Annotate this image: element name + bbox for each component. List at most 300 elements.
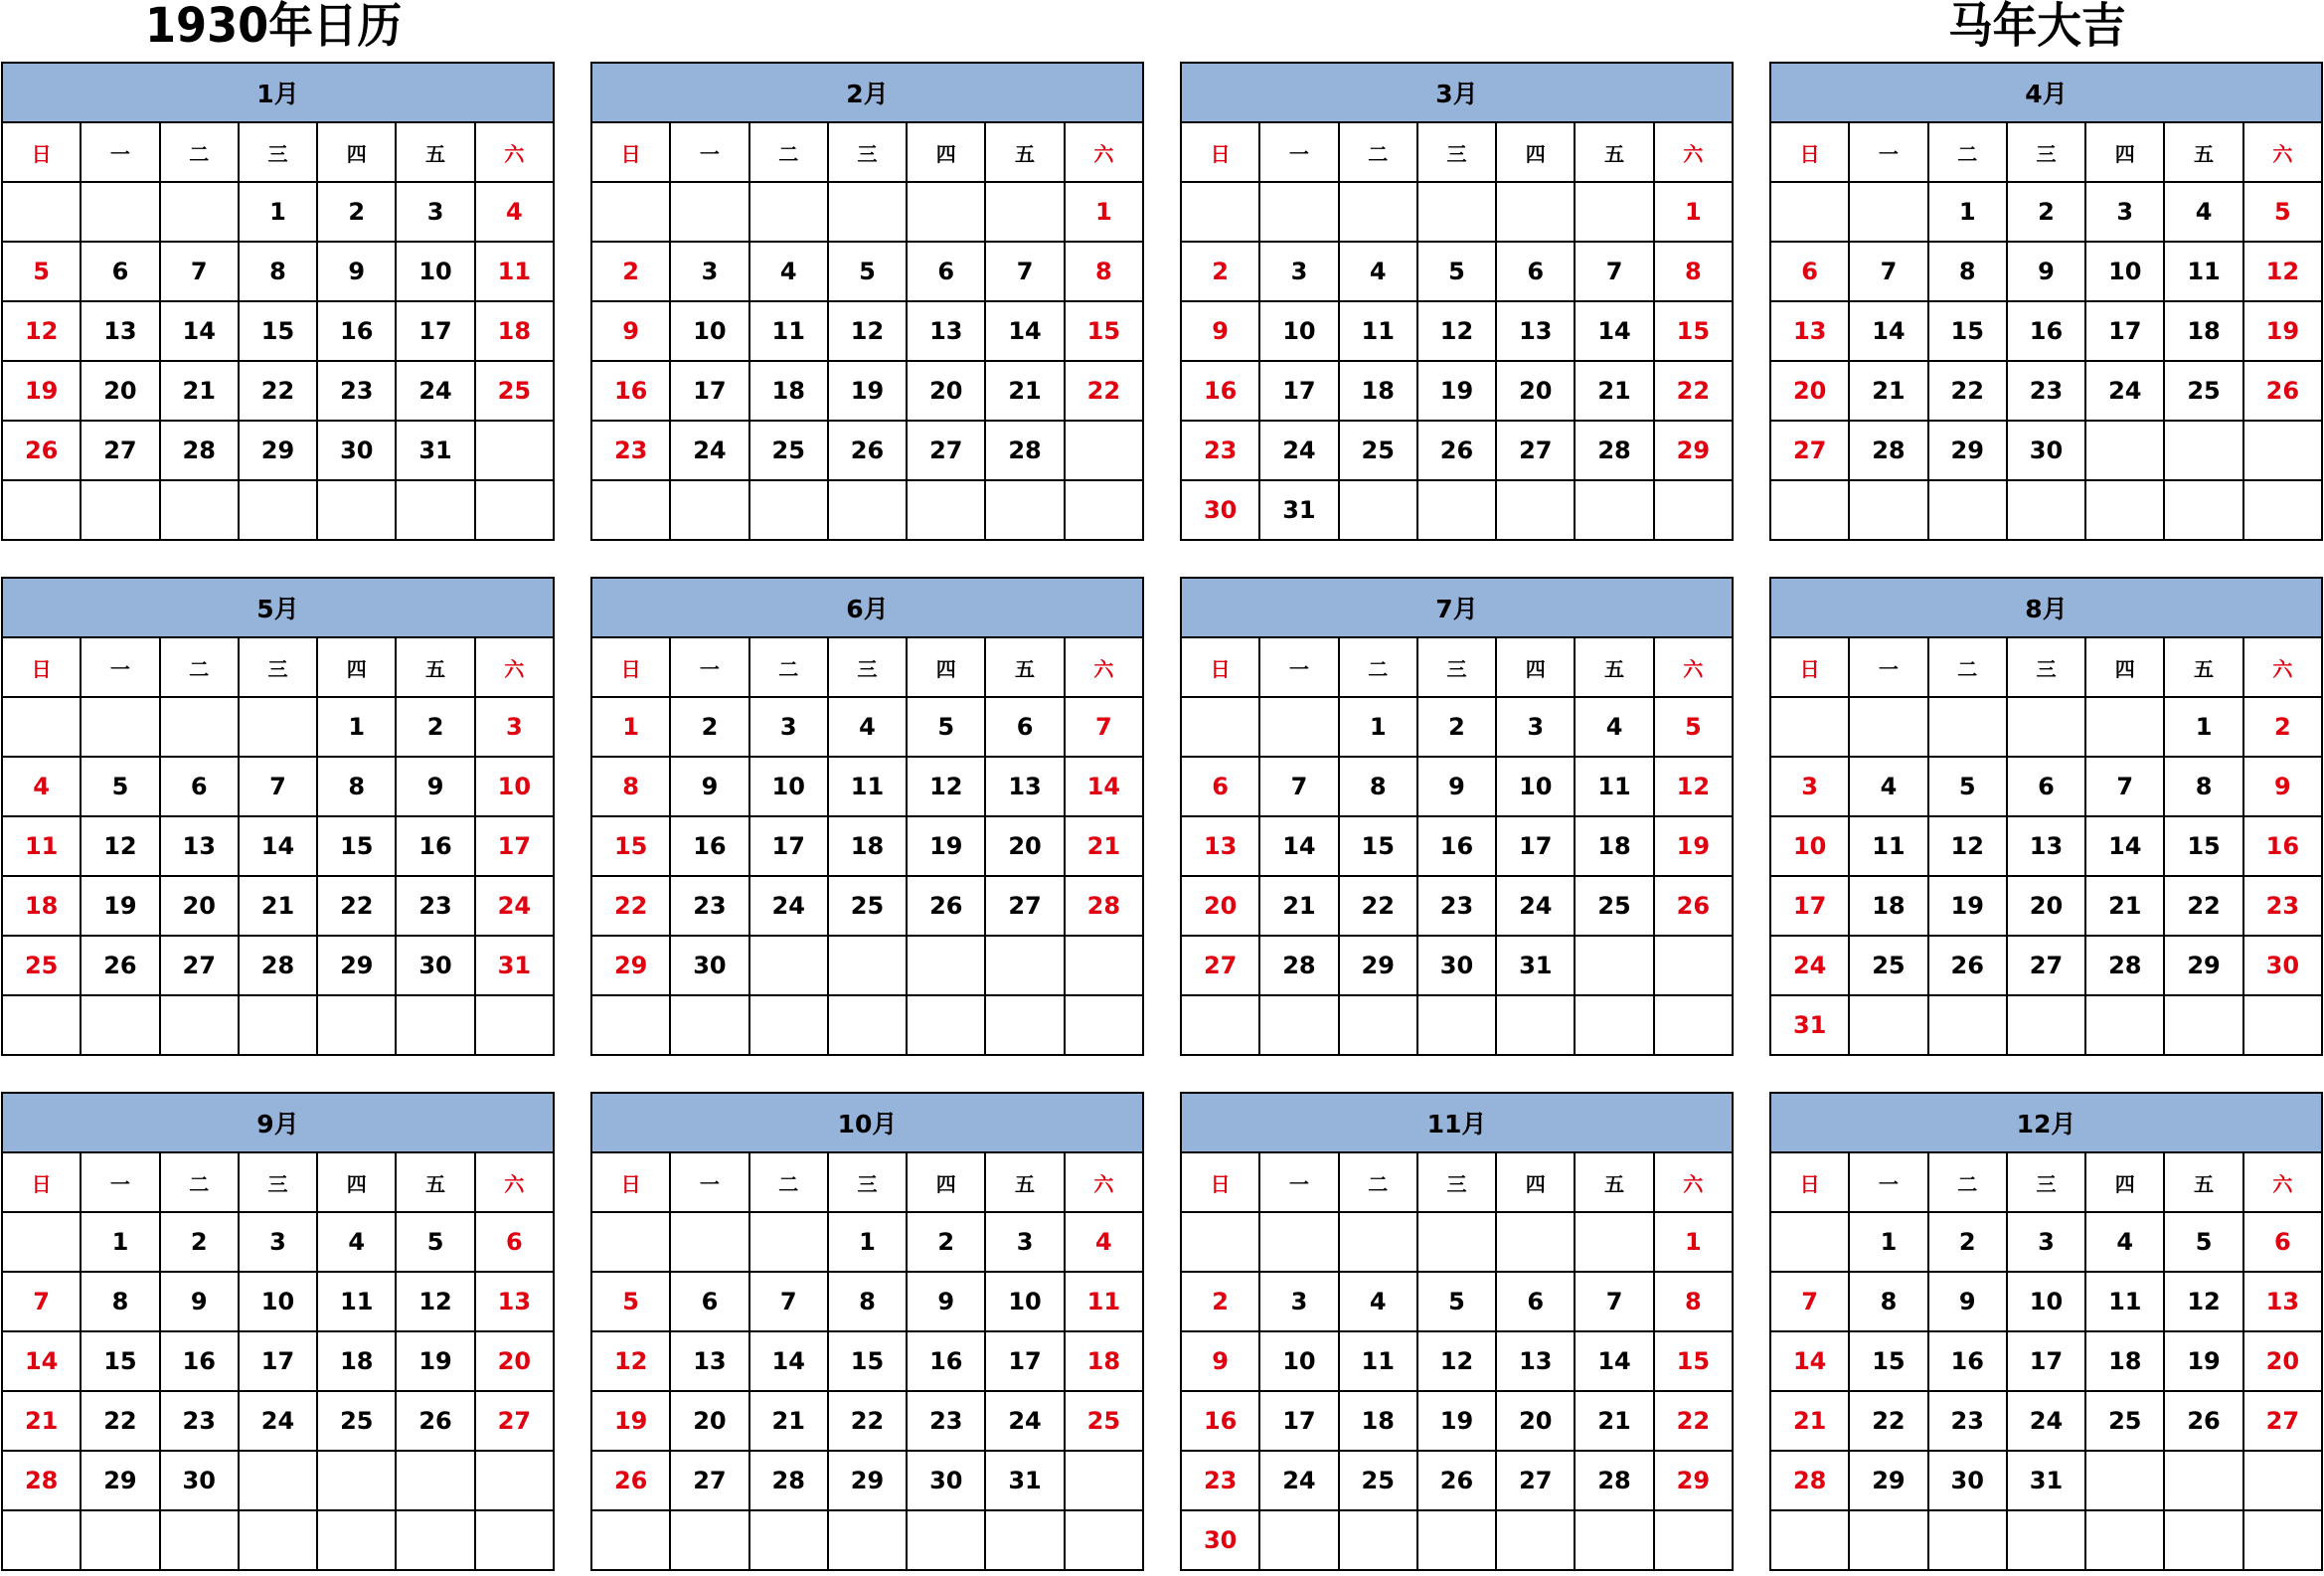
empty-cell (1575, 995, 1653, 1055)
day-cell: 21 (1065, 816, 1143, 876)
month-table (1180, 62, 1734, 541)
day-cell: 20 (2243, 1331, 2322, 1391)
day-cell: 29 (2164, 936, 2242, 995)
day-cell: 21 (2, 1391, 81, 1451)
day-cell: 10 (239, 1272, 317, 1331)
day-cell: 5 (2164, 1212, 2242, 1272)
empty-cell (2007, 697, 2085, 757)
day-cell: 8 (1339, 757, 1417, 816)
day-cell: 26 (396, 1391, 474, 1451)
day-cell: 13 (160, 816, 239, 876)
day-cell: 4 (2, 757, 81, 816)
day-cell: 24 (2085, 361, 2164, 421)
day-cell: 30 (1181, 1510, 1259, 1570)
day-cell: 18 (1575, 816, 1653, 876)
empty-cell (1339, 480, 1417, 540)
day-cell: 3 (1259, 1272, 1338, 1331)
empty-cell (2, 995, 81, 1055)
day-cell: 1 (1065, 182, 1143, 242)
day-cell: 9 (1181, 301, 1259, 361)
weekday-label: 六 (1654, 637, 1733, 697)
day-cell: 14 (160, 301, 239, 361)
day-cell: 4 (317, 1212, 396, 1272)
day-cell: 28 (2, 1451, 81, 1510)
day-cell: 23 (2243, 876, 2322, 936)
day-cell: 2 (1181, 242, 1259, 301)
day-cell: 22 (2164, 876, 2242, 936)
day-cell: 12 (81, 816, 159, 876)
day-cell: 2 (396, 697, 474, 757)
weekday-label: 日 (2, 637, 81, 697)
day-cell: 16 (1417, 816, 1496, 876)
weekday-label: 四 (907, 1152, 985, 1212)
day-cell: 14 (239, 816, 317, 876)
empty-cell (396, 480, 474, 540)
day-cell: 13 (1496, 1331, 1575, 1391)
day-cell: 23 (1181, 1451, 1259, 1510)
empty-cell (907, 936, 985, 995)
weekday-label: 二 (749, 1152, 828, 1212)
day-cell: 16 (2007, 301, 2085, 361)
month-calendar (1180, 62, 1734, 541)
day-cell: 28 (239, 936, 317, 995)
day-cell: 15 (81, 1331, 159, 1391)
empty-cell (160, 697, 239, 757)
day-cell: 24 (2007, 1391, 2085, 1451)
day-cell: 24 (239, 1391, 317, 1451)
day-cell: 3 (2007, 1212, 2085, 1272)
day-cell: 19 (907, 816, 985, 876)
empty-cell (1417, 995, 1496, 1055)
month-header: 3月 (1181, 63, 1733, 122)
day-cell: 20 (81, 361, 159, 421)
day-cell: 23 (396, 876, 474, 936)
day-cell: 28 (2085, 936, 2164, 995)
day-cell: 28 (749, 1451, 828, 1510)
weekday-label: 三 (1417, 122, 1496, 182)
day-cell: 1 (828, 1212, 907, 1272)
weekday-label: 五 (396, 637, 474, 697)
day-cell: 16 (160, 1331, 239, 1391)
month-table (590, 577, 1144, 1056)
empty-cell (1770, 480, 1849, 540)
day-cell: 29 (239, 421, 317, 480)
day-cell: 10 (670, 301, 748, 361)
weekday-label: 四 (907, 122, 985, 182)
empty-cell (2085, 995, 2164, 1055)
day-cell: 3 (1259, 242, 1338, 301)
weekday-label: 二 (160, 122, 239, 182)
day-cell: 9 (670, 757, 748, 816)
weekday-label: 一 (81, 637, 159, 697)
day-cell: 1 (1339, 697, 1417, 757)
day-cell: 25 (828, 876, 907, 936)
empty-cell (317, 480, 396, 540)
day-cell: 7 (1849, 242, 1927, 301)
day-cell: 2 (317, 182, 396, 242)
day-cell: 7 (160, 242, 239, 301)
month-calendar (1769, 62, 2323, 541)
day-cell: 30 (1181, 480, 1259, 540)
empty-cell (2243, 480, 2322, 540)
calendar-title: 1930年日历 (145, 0, 403, 54)
day-cell: 15 (591, 816, 670, 876)
empty-cell (1181, 697, 1259, 757)
weekday-label: 六 (1065, 122, 1143, 182)
empty-cell (2085, 697, 2164, 757)
day-cell: 26 (907, 876, 985, 936)
weekday-label: 六 (1654, 1152, 1733, 1212)
weekday-label: 日 (591, 1152, 670, 1212)
month-header: 9月 (2, 1093, 554, 1152)
empty-cell (2, 480, 81, 540)
empty-cell (1417, 182, 1496, 242)
day-cell: 19 (2164, 1331, 2242, 1391)
day-cell: 11 (1575, 757, 1653, 816)
weekday-label: 六 (1065, 1152, 1143, 1212)
day-cell: 1 (1654, 182, 1733, 242)
day-cell: 10 (1770, 816, 1849, 876)
weekday-label: 六 (1654, 122, 1733, 182)
empty-cell (1575, 1212, 1653, 1272)
day-cell: 8 (2164, 757, 2242, 816)
empty-cell (749, 480, 828, 540)
empty-cell (1849, 182, 1927, 242)
day-cell: 14 (2, 1331, 81, 1391)
month-table (590, 62, 1144, 541)
weekday-label: 一 (1849, 637, 1927, 697)
empty-cell (1339, 1212, 1417, 1272)
day-cell: 30 (1417, 936, 1496, 995)
day-cell: 12 (2, 301, 81, 361)
day-cell: 30 (907, 1451, 985, 1510)
day-cell: 11 (1339, 301, 1417, 361)
month-header: 1月 (2, 63, 554, 122)
day-cell: 4 (828, 697, 907, 757)
empty-cell (160, 480, 239, 540)
day-cell: 6 (1181, 757, 1259, 816)
empty-cell (1065, 1451, 1143, 1510)
day-cell: 14 (1770, 1331, 1849, 1391)
day-cell: 1 (81, 1212, 159, 1272)
day-cell: 9 (591, 301, 670, 361)
day-cell: 9 (1181, 1331, 1259, 1391)
day-cell: 13 (81, 301, 159, 361)
empty-cell (749, 1510, 828, 1570)
day-cell: 10 (2007, 1272, 2085, 1331)
day-cell: 19 (2, 361, 81, 421)
day-cell: 18 (2164, 301, 2242, 361)
day-cell: 23 (670, 876, 748, 936)
empty-cell (160, 995, 239, 1055)
empty-cell (1065, 421, 1143, 480)
month-calendar (1, 62, 555, 541)
empty-cell (81, 1510, 159, 1570)
day-cell: 18 (317, 1331, 396, 1391)
day-cell: 3 (1770, 757, 1849, 816)
weekday-label: 一 (1259, 1152, 1338, 1212)
day-cell: 4 (1849, 757, 1927, 816)
empty-cell (1575, 1510, 1653, 1570)
day-cell: 18 (828, 816, 907, 876)
month-calendar (590, 1092, 1144, 1571)
day-cell: 29 (317, 936, 396, 995)
day-cell: 5 (1654, 697, 1733, 757)
day-cell: 7 (985, 242, 1064, 301)
weekday-label: 一 (1259, 122, 1338, 182)
day-cell: 6 (1496, 242, 1575, 301)
day-cell: 19 (81, 876, 159, 936)
day-cell: 6 (160, 757, 239, 816)
day-cell: 27 (907, 421, 985, 480)
day-cell: 14 (985, 301, 1064, 361)
day-cell: 26 (2243, 361, 2322, 421)
day-cell: 6 (1496, 1272, 1575, 1331)
empty-cell (1770, 1510, 1849, 1570)
weekday-label: 三 (239, 1152, 317, 1212)
day-cell: 22 (317, 876, 396, 936)
empty-cell (1849, 697, 1927, 757)
day-cell: 6 (1770, 242, 1849, 301)
day-cell: 4 (2164, 182, 2242, 242)
weekday-label: 一 (81, 1152, 159, 1212)
day-cell: 21 (1259, 876, 1338, 936)
day-cell: 14 (1575, 301, 1653, 361)
day-cell: 25 (317, 1391, 396, 1451)
day-cell: 21 (2085, 876, 2164, 936)
empty-cell (2243, 1510, 2322, 1570)
empty-cell (239, 1451, 317, 1510)
day-cell: 9 (907, 1272, 985, 1331)
day-cell: 27 (1181, 936, 1259, 995)
day-cell: 10 (1259, 1331, 1338, 1391)
day-cell: 26 (1417, 421, 1496, 480)
day-cell: 20 (475, 1331, 554, 1391)
day-cell: 1 (2164, 697, 2242, 757)
weekday-label: 三 (1417, 637, 1496, 697)
empty-cell (2243, 421, 2322, 480)
empty-cell (2164, 1451, 2242, 1510)
day-cell: 26 (81, 936, 159, 995)
empty-cell (1181, 1212, 1259, 1272)
day-cell: 15 (1065, 301, 1143, 361)
empty-cell (1065, 995, 1143, 1055)
month-table (1, 1092, 555, 1571)
day-cell: 14 (1849, 301, 1927, 361)
day-cell: 18 (749, 361, 828, 421)
day-cell: 28 (1849, 421, 1927, 480)
day-cell: 10 (396, 242, 474, 301)
empty-cell (2164, 421, 2242, 480)
empty-cell (907, 182, 985, 242)
day-cell: 16 (396, 816, 474, 876)
day-cell: 8 (1065, 242, 1143, 301)
day-cell: 15 (1654, 301, 1733, 361)
weekday-label: 三 (2007, 122, 2085, 182)
day-cell: 31 (1770, 995, 1849, 1055)
weekday-label: 二 (1339, 637, 1417, 697)
weekday-label: 五 (2164, 122, 2242, 182)
weekday-label: 四 (2085, 122, 2164, 182)
day-cell: 2 (1928, 1212, 2007, 1272)
day-cell: 22 (81, 1391, 159, 1451)
day-cell: 22 (239, 361, 317, 421)
month-header: 5月 (2, 578, 554, 637)
month-header: 7月 (1181, 578, 1733, 637)
day-cell: 26 (2164, 1391, 2242, 1451)
empty-cell (1417, 480, 1496, 540)
day-cell: 14 (1259, 816, 1338, 876)
weekday-label: 三 (239, 637, 317, 697)
weekday-label: 日 (1770, 637, 1849, 697)
day-cell: 24 (670, 421, 748, 480)
empty-cell (1417, 1510, 1496, 1570)
day-cell: 16 (1181, 1391, 1259, 1451)
day-cell: 20 (670, 1391, 748, 1451)
day-cell: 9 (1417, 757, 1496, 816)
day-cell: 1 (1849, 1212, 1927, 1272)
day-cell: 5 (1417, 242, 1496, 301)
weekday-label: 五 (1575, 1152, 1653, 1212)
day-cell: 10 (749, 757, 828, 816)
day-cell: 17 (670, 361, 748, 421)
day-cell: 6 (670, 1272, 748, 1331)
empty-cell (985, 936, 1064, 995)
day-cell: 7 (1575, 1272, 1653, 1331)
day-cell: 26 (1417, 1451, 1496, 1510)
empty-cell (1496, 182, 1575, 242)
empty-cell (2243, 1451, 2322, 1510)
day-cell: 23 (1417, 876, 1496, 936)
day-cell: 27 (81, 421, 159, 480)
day-cell: 20 (2007, 876, 2085, 936)
weekday-label: 四 (1496, 637, 1575, 697)
empty-cell (1849, 480, 1927, 540)
month-header: 10月 (591, 1093, 1143, 1152)
day-cell: 28 (1065, 876, 1143, 936)
weekday-label: 四 (317, 637, 396, 697)
weekday-label: 日 (591, 122, 670, 182)
day-cell: 21 (985, 361, 1064, 421)
day-cell: 30 (160, 1451, 239, 1510)
day-cell: 19 (2243, 301, 2322, 361)
month-calendar (590, 577, 1144, 1056)
day-cell: 21 (239, 876, 317, 936)
day-cell: 27 (160, 936, 239, 995)
weekday-label: 日 (1770, 1152, 1849, 1212)
empty-cell (985, 480, 1064, 540)
weekday-label: 一 (1259, 637, 1338, 697)
weekday-label: 三 (2007, 637, 2085, 697)
day-cell: 17 (239, 1331, 317, 1391)
weekday-label: 六 (475, 122, 554, 182)
day-cell: 14 (1065, 757, 1143, 816)
empty-cell (317, 1510, 396, 1570)
day-cell: 7 (239, 757, 317, 816)
day-cell: 20 (1181, 876, 1259, 936)
day-cell: 23 (160, 1391, 239, 1451)
weekday-label: 日 (1770, 122, 1849, 182)
day-cell: 16 (1928, 1331, 2007, 1391)
weekday-label: 五 (2164, 637, 2242, 697)
day-cell: 20 (160, 876, 239, 936)
weekday-label: 六 (2243, 637, 2322, 697)
day-cell: 12 (828, 301, 907, 361)
empty-cell (1496, 480, 1575, 540)
day-cell: 23 (1928, 1391, 2007, 1451)
day-cell: 16 (591, 361, 670, 421)
day-cell: 16 (2243, 816, 2322, 876)
empty-cell (828, 936, 907, 995)
empty-cell (591, 480, 670, 540)
day-cell: 6 (985, 697, 1064, 757)
empty-cell (2085, 1510, 2164, 1570)
weekday-label: 二 (749, 637, 828, 697)
day-cell: 18 (1339, 361, 1417, 421)
empty-cell (670, 182, 748, 242)
day-cell: 31 (396, 421, 474, 480)
day-cell: 12 (1928, 816, 2007, 876)
day-cell: 8 (1654, 242, 1733, 301)
day-cell: 17 (475, 816, 554, 876)
empty-cell (1259, 182, 1338, 242)
weekday-label: 三 (828, 122, 907, 182)
day-cell: 7 (2085, 757, 2164, 816)
empty-cell (475, 421, 554, 480)
day-cell: 13 (2243, 1272, 2322, 1331)
weekday-label: 一 (1849, 1152, 1927, 1212)
day-cell: 17 (2085, 301, 2164, 361)
weekday-label: 二 (1928, 122, 2007, 182)
weekday-label: 四 (1496, 122, 1575, 182)
day-cell: 18 (1339, 1391, 1417, 1451)
day-cell: 22 (591, 876, 670, 936)
day-cell: 3 (670, 242, 748, 301)
weekday-label: 一 (1849, 122, 1927, 182)
day-cell: 4 (749, 242, 828, 301)
empty-cell (239, 697, 317, 757)
empty-cell (2085, 480, 2164, 540)
weekday-label: 五 (1575, 122, 1653, 182)
day-cell: 10 (985, 1272, 1064, 1331)
day-cell: 27 (2243, 1391, 2322, 1451)
empty-cell (1928, 1510, 2007, 1570)
empty-cell (396, 1510, 474, 1570)
day-cell: 3 (475, 697, 554, 757)
day-cell: 13 (475, 1272, 554, 1331)
empty-cell (1654, 995, 1733, 1055)
empty-cell (591, 1510, 670, 1570)
empty-cell (2007, 1510, 2085, 1570)
day-cell: 31 (1496, 936, 1575, 995)
empty-cell (160, 1510, 239, 1570)
day-cell: 6 (2007, 757, 2085, 816)
day-cell: 16 (907, 1331, 985, 1391)
weekday-label: 五 (396, 1152, 474, 1212)
day-cell: 20 (1496, 361, 1575, 421)
weekday-label: 三 (2007, 1152, 2085, 1212)
day-cell: 6 (2243, 1212, 2322, 1272)
day-cell: 19 (1417, 1391, 1496, 1451)
weekday-label: 四 (317, 1152, 396, 1212)
day-cell: 15 (1654, 1331, 1733, 1391)
day-cell: 30 (396, 936, 474, 995)
day-cell: 7 (749, 1272, 828, 1331)
day-cell: 21 (749, 1391, 828, 1451)
weekday-label: 六 (2243, 122, 2322, 182)
day-cell: 11 (317, 1272, 396, 1331)
weekday-label: 四 (317, 122, 396, 182)
